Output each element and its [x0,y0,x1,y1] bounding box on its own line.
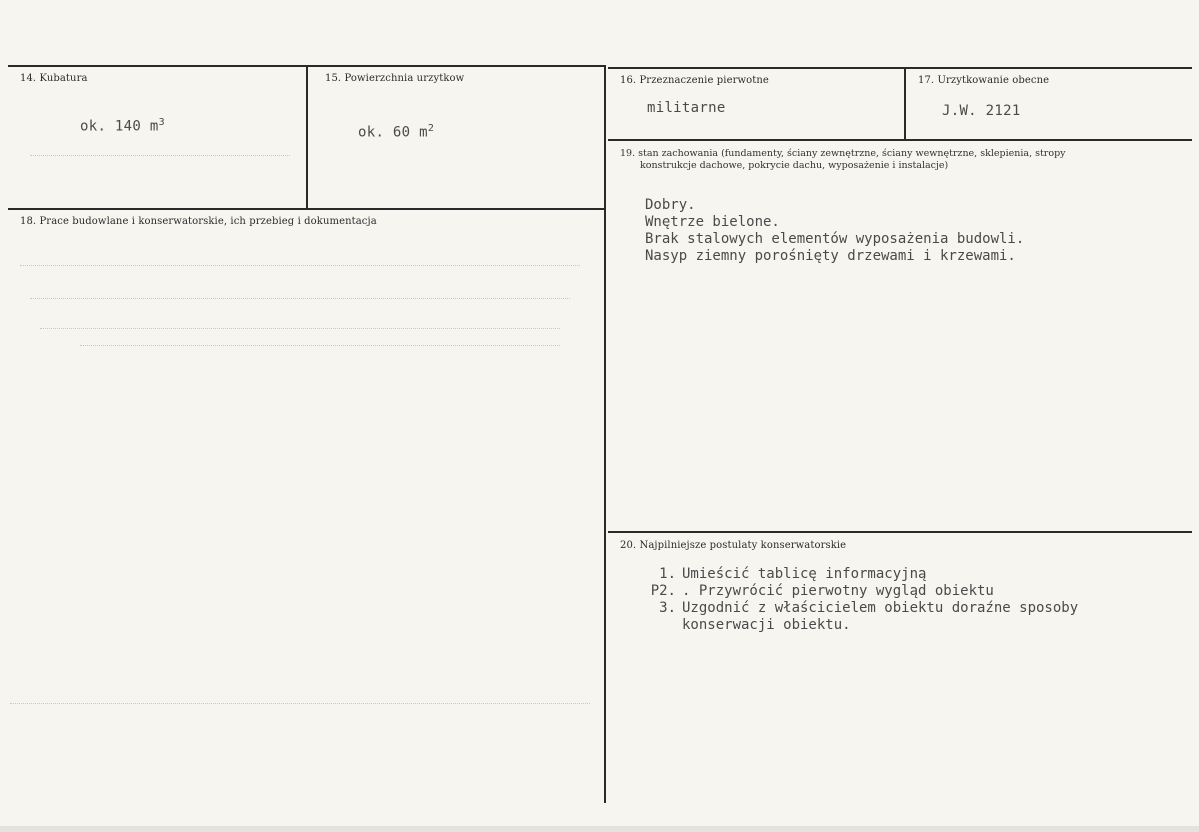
field-14-value-sup: 3 [158,117,165,128]
field-20-list [642,566,1078,634]
scan-artifact [10,703,590,705]
field-18-label: 18. Prace budowlane i konserwatorskie, ich przebieg i dokumentacja [20,216,377,227]
item-number: P2. [650,583,676,599]
field-19-text [645,197,1024,265]
scan-artifact [20,265,580,267]
field-19-line: Dobry. [645,197,696,213]
rule-mid-right [608,139,1192,141]
field-15-value-text: ok. 60 m [358,124,428,141]
field-20-item [642,617,1078,634]
rule-lower-right [608,531,1192,533]
field-14-label: 14. Kubatura [20,73,88,84]
field-19-line: Brak stalowych elementów wyposażenia budowli. [645,231,1025,247]
rule-v-16-17 [904,68,906,140]
item-text: Uzgodnić z właścicielem obiektu doraźne sposoby [682,600,1079,616]
field-15-label: 15. Powierzchnia urzytkow [325,73,465,84]
item-text: Umieścić tablicę informacyjną [682,566,927,582]
field-19-label-line2: konstrukcje dachowe, pokrycie dachu, wyposażenie i instalacje) [640,160,949,171]
scan-artifact [30,298,570,300]
field-19-line: Wnętrze bielone. [645,214,780,230]
field-20-item [642,600,1078,617]
item-number: 1. [659,566,676,582]
field-19-line: Nasyp ziemny porośnięty drzewami i krzewami. [645,248,1016,264]
field-14-value [80,117,165,135]
field-15-value-sup: 2 [427,123,435,134]
field-17-label: 17. Urzytkowanie obecne [918,75,1050,86]
field-17-value: J.W. 2121 [942,103,1021,119]
rule-v-center [604,66,606,803]
item-text: . Przywrócić pierwotny wygląd obiektu [682,583,994,599]
item-text: konserwacji obiektu. [682,617,851,633]
field-20-item [642,583,1078,600]
field-16-value: militarne [647,100,726,116]
scan-artifact [80,345,560,347]
card-bottom-edge [0,826,1199,832]
field-15-value [358,123,434,141]
item-number: 3. [659,600,676,616]
field-16-label: 16. Przeznaczenie pierwotne [620,75,769,86]
scan-artifact [40,328,560,330]
field-20-item [642,566,1078,583]
rule-top-right [608,67,1192,69]
field-20-label: 20. Najpilniejsze postulaty konserwatorskie [620,540,847,551]
field-19-label-line1: 19. stan zachowania (fundamenty, ściany zewnętrzne, ściany wewnętrzne, sklepienia, stropy [620,148,1066,159]
item-number [642,617,682,634]
rule-v-14-15 [306,66,308,209]
field-14-value-text: ok. 140 m [80,118,159,135]
scan-artifact [30,155,290,157]
